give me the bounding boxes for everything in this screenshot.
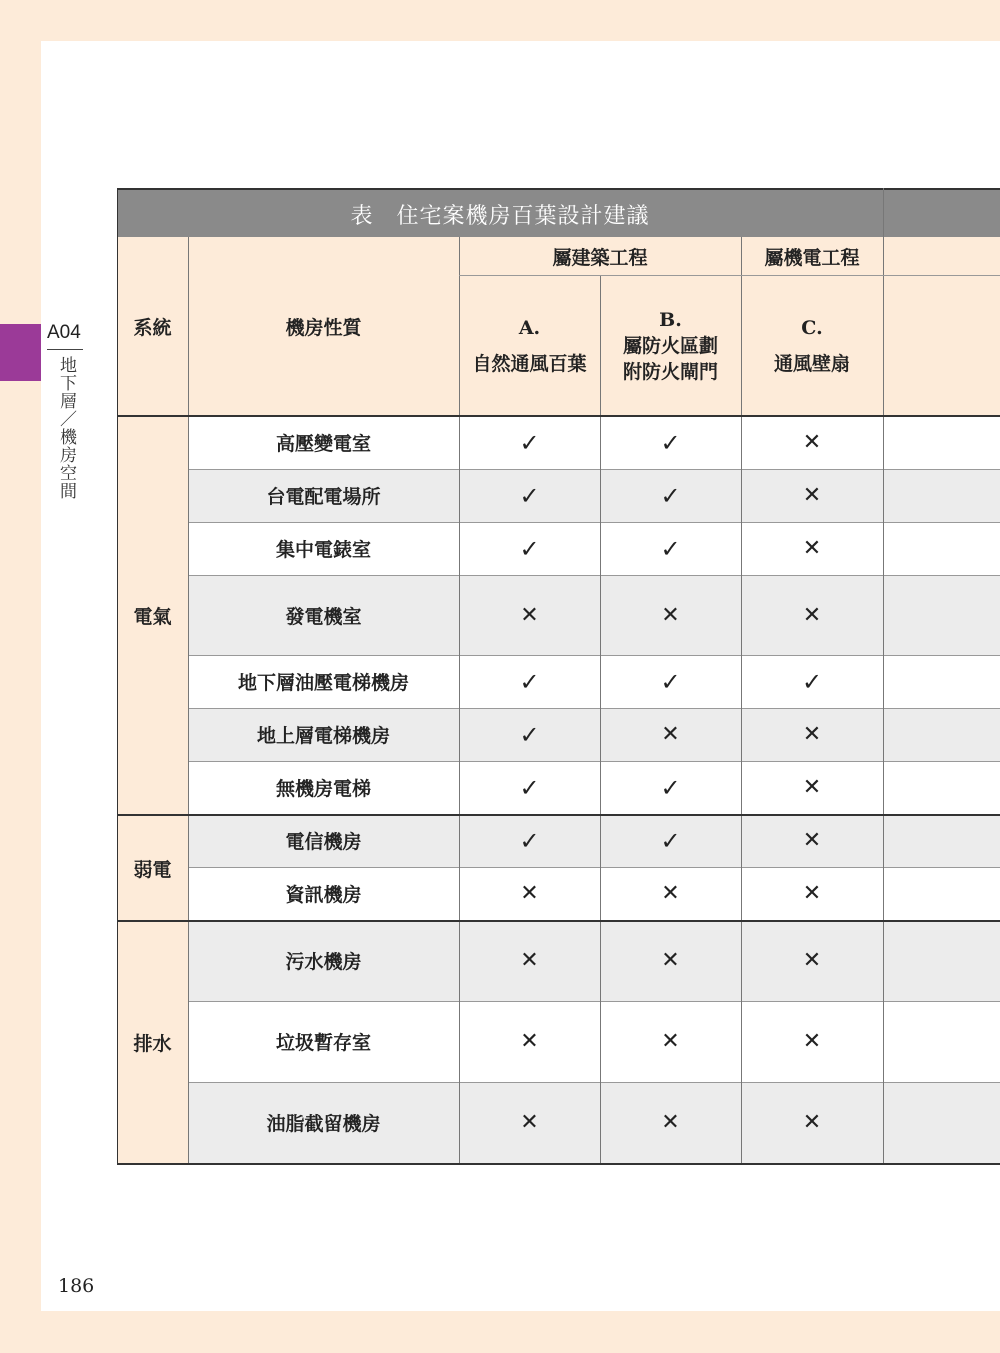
system-cell-drainage: 排水: [117, 921, 188, 1164]
header-col-b-label-2: 附防火閘門: [622, 360, 718, 383]
header-col-b: [600, 275, 741, 416]
cross-mark: ✕: [802, 430, 822, 455]
check-mark: ✓: [519, 428, 540, 457]
check-mark: ✓: [519, 720, 540, 749]
grid-line: [188, 1082, 1000, 1083]
room-louver-table: [117, 188, 1000, 1165]
check-mark: ✓: [519, 481, 540, 510]
cross-mark: ✕: [802, 828, 822, 853]
grid-line: [188, 708, 1000, 709]
grid-line: [188, 655, 1000, 656]
cross-mark: ✕: [802, 1029, 822, 1054]
check-mark: ✓: [660, 534, 681, 563]
cross-mark: ✕: [661, 881, 680, 906]
cross-mark: ✕: [802, 775, 822, 800]
grid-line: [188, 1001, 1000, 1002]
cross-mark: ✕: [802, 881, 822, 906]
cross-mark: ✕: [661, 722, 680, 747]
grid-line: [741, 237, 742, 1165]
cross-mark: ✕: [520, 602, 539, 628]
grid-line: [459, 275, 1000, 276]
check-mark: ✓: [519, 667, 540, 696]
cross-mark: ✕: [802, 602, 822, 628]
grid-line: [459, 237, 460, 1165]
cross-mark: ✕: [520, 1110, 539, 1135]
room-name: 高壓變電室: [275, 433, 371, 455]
chapter-code: A04: [47, 322, 81, 343]
header-col-a: [459, 275, 600, 416]
header-col-c: [741, 275, 883, 416]
grid-line: [188, 469, 1000, 470]
chapter-divider: [47, 349, 83, 350]
check-mark: ✓: [660, 773, 681, 802]
grid-line: [188, 522, 1000, 523]
grid-line: [117, 415, 1000, 417]
room-name: 無機房電梯: [275, 778, 371, 800]
check-mark: ✓: [660, 667, 681, 696]
cross-mark: ✕: [802, 536, 822, 561]
grid-line: [188, 761, 1000, 762]
grid-line: [883, 188, 884, 1165]
check-mark: ✓: [801, 667, 823, 696]
cross-mark: ✕: [802, 1110, 822, 1135]
room-name: 台電配電場所: [266, 486, 381, 508]
grid-line: [188, 867, 1000, 868]
grid-line: [117, 814, 1000, 816]
header-col-b-letter: B.: [659, 308, 682, 331]
header-group-mep: 屬機電工程: [764, 246, 860, 269]
room-name: 地下層油壓電梯機房: [237, 672, 409, 694]
grid-line: [117, 1163, 1000, 1165]
grid-line: [117, 920, 1000, 922]
cross-mark: ✕: [802, 948, 822, 973]
grid-line: [600, 275, 601, 1165]
check-mark: ✓: [660, 481, 681, 510]
header-system: 系統: [133, 317, 172, 339]
grid-line: [188, 575, 1000, 576]
page-number: 186: [58, 1275, 95, 1297]
check-mark: ✓: [519, 826, 540, 855]
table-title: 表 住宅案機房百葉設計建議: [350, 204, 650, 229]
cross-mark: ✕: [661, 1029, 680, 1054]
cross-mark: ✕: [802, 722, 822, 747]
table-title-bar: [117, 188, 1000, 239]
check-mark: ✓: [660, 826, 681, 855]
cross-mark: ✕: [661, 1110, 680, 1135]
header-col-b-label-1: 屬防火區劃: [622, 334, 718, 357]
room-name: 發電機室: [285, 605, 362, 628]
room-name: 垃圾暫存室: [275, 1032, 371, 1054]
cross-mark: ✕: [802, 483, 822, 508]
room-name: 資訊機房: [285, 884, 362, 906]
cross-mark: ✕: [661, 948, 680, 973]
header-col-a-letter: A.: [518, 316, 541, 339]
check-mark: ✓: [660, 428, 681, 457]
room-name: 電信機房: [285, 831, 362, 853]
header-room-type: 機房性質: [285, 317, 362, 339]
system-cell-low-voltage: 弱電: [117, 815, 188, 921]
cross-mark: ✕: [520, 881, 539, 906]
grid-line: [117, 188, 118, 1165]
cross-mark: ✕: [520, 1029, 539, 1054]
chapter-tab: [0, 324, 41, 381]
room-name: 地上層電梯機房: [256, 725, 390, 747]
cross-mark: ✕: [520, 948, 539, 973]
check-mark: ✓: [519, 534, 540, 563]
header-col-c-letter: C.: [801, 316, 823, 339]
cross-mark: ✕: [661, 602, 680, 628]
grid-line: [188, 237, 189, 1165]
check-mark: ✓: [519, 773, 540, 802]
room-name: 污水機房: [285, 951, 362, 973]
room-name: 油脂截留機房: [266, 1113, 381, 1135]
header-col-a-label: 自然通風百葉: [472, 352, 587, 375]
room-name: 集中電錶室: [275, 539, 371, 561]
chapter-title: 地下層／機房空間: [56, 356, 76, 500]
header-col-c-label: 通風壁扇: [773, 352, 850, 375]
system-cell-electrical: 電氣: [117, 416, 188, 815]
header-group-arch: 屬建築工程: [552, 246, 648, 269]
